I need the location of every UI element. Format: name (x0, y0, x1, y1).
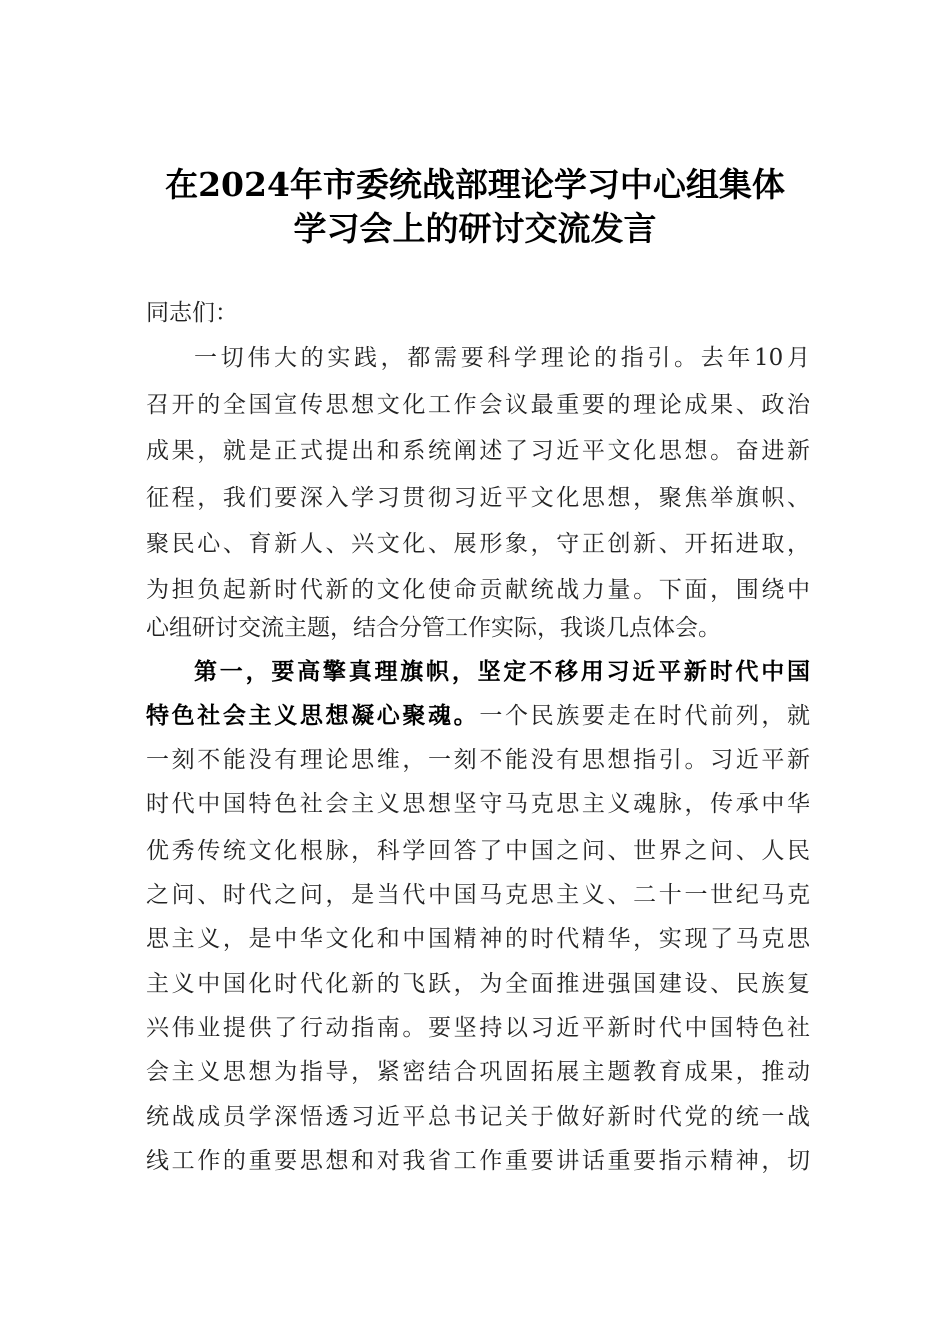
salutation: 同志们： (146, 300, 238, 326)
paragraph-2-line: 一刻不能没有理论思维，一刻不能没有思想指引。习近平新 (146, 747, 810, 773)
document-title-line-2: 学习会上的研讨交流发言 (293, 209, 657, 248)
paragraph-1-line: 征程，我们要深入学习贯彻习近平文化思想，聚焦举旗帜、 (146, 485, 810, 511)
paragraph-2-heading-end: 特色社会主义思想凝心聚魂。 (146, 703, 480, 729)
paragraph-2-line: 优秀传统文化根脉，科学回答了中国之问、世界之问、人民 (146, 838, 810, 864)
paragraph-1-line: 为担负起新时代新的文化使命贡献统战力量。下面，围绕中 (146, 577, 810, 603)
paragraph-2-line (146, 694, 810, 738)
paragraph-1-line: 成果，就是正式提出和系统阐述了习近平文化思想。奋进新 (146, 438, 810, 464)
paragraph-2-line: 会主义思想为指导，紧密结合巩固拓展主题教育成果，推动 (146, 1059, 810, 1085)
paragraph-1-line: 召开的全国宣传思想文化工作会议最重要的理论成果、政治 (146, 392, 810, 418)
paragraph-2-heading: 第一，要高擎真理旗帜，坚定不移用习近平新时代中国 (194, 659, 810, 685)
paragraph-1-line: 一切伟大的实践，都需要科学理论的指引。去年10月 (194, 345, 810, 371)
paragraph-2-line: 统战成员学深悟透习近平总书记关于做好新时代党的统一战 (146, 1104, 810, 1130)
paragraph-2-line: 之问、时代之问，是当代中国马克思主义、二十一世纪马克 (146, 882, 810, 908)
paragraph-1-line: 聚民心、育新人、兴文化、展形象，守正创新、开拓进取， (146, 531, 810, 557)
paragraph-2-line: 线工作的重要思想和对我省工作重要讲话重要指示精神，切 (146, 1148, 810, 1174)
paragraph-2-line: 时代中国特色社会主义思想坚守马克思主义魂脉，传承中华 (146, 791, 810, 817)
paragraph-2-line: 兴伟业提供了行动指南。要坚持以习近平新时代中国特色社 (146, 1015, 810, 1041)
document-title-line-1: 在2024年市委统战部理论学习中心组集体 (165, 165, 785, 204)
paragraph-1-line: 心组研讨交流主题，结合分管工作实际，我谈几点体会。 (146, 615, 721, 641)
paragraph-2-line: 主义中国化时代化新的飞跃，为全面推进强国建设、民族复 (146, 971, 810, 997)
paragraph-2-line-rest: 一个民族要走在时代前列，就 (479, 703, 811, 729)
paragraph-2-line: 思主义，是中华文化和中国精神的时代精华，实现了马克思 (146, 926, 810, 952)
